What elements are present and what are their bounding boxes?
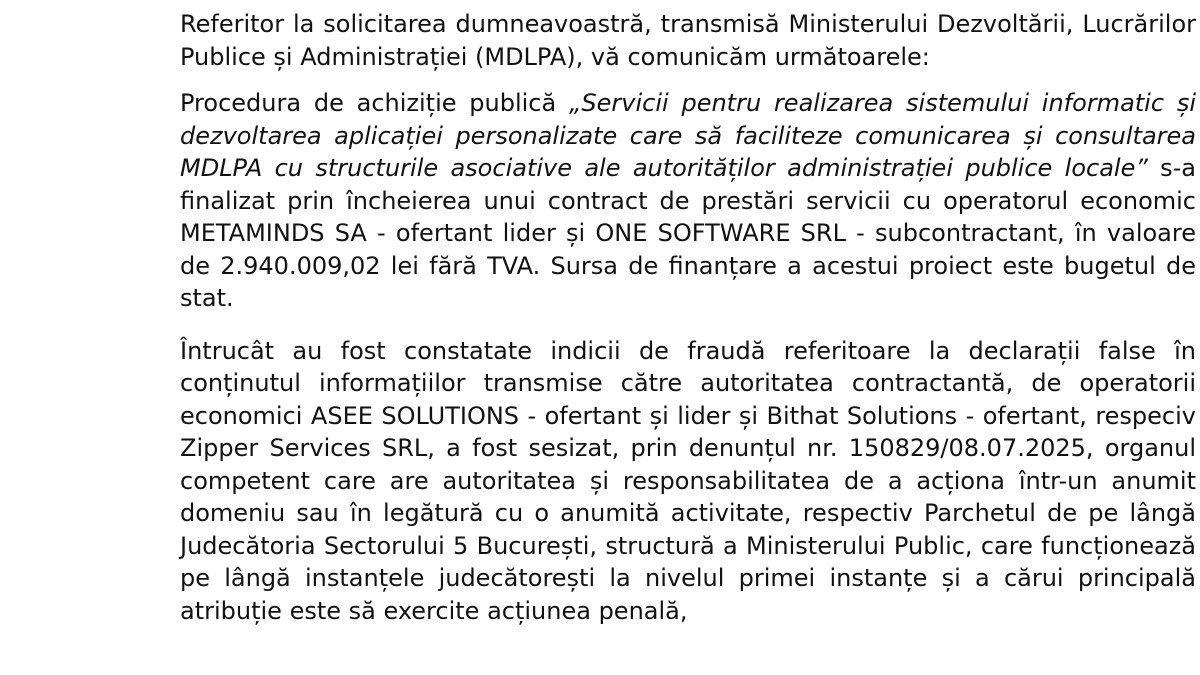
paragraph-contract-lead: Procedura de achiziție publică (180, 89, 569, 117)
paragraph-intro-text: Referitor la solicitarea dumneavoastră, transmisă Ministerului Dezvoltării, Lucrărilor Publice și Administrației (MDLPA), vă comunicăm următoarele: (180, 10, 1196, 71)
paragraph-fraud-text: Întrucât au fost constatate indicii de fraudă referitoare la declarații false în conținutul informațiilor transmise către autoritatea contractantă, de operatorii economici ASEE SOLUTIONS - ofertant și lider și Bithat Solutions - ofertant, respeciv Zipper Services SRL, a fost sesizat, prin denunțul nr. 150829/08.07.2025, organul competent care are autoritatea și responsabilitatea de a acționa într-un anumit domeniu sau în legătură cu o anumită activitate, respectiv Parchetul de pe lângă Judecătoria Sectorului 5 București, structură a Ministerului Public, care funcționează pe lângă instanțele judecătorești la nivelul primei instanțe și a cărui principală atribuție este să exercite acțiunea penală, (180, 336, 1196, 625)
document-body (180, 8, 1196, 627)
paragraph-intro (180, 8, 1196, 73)
paragraph-contract-rest: s-a finalizat prin încheierea unui contract de prestări servicii cu operatorul economic METAMINDS SA - ofertant lider și ONE SOFTWARE SRL - subcontractant, în valoare de 2.940.009,02 lei fără TVA. Sursa de finanțare a acestui proiect este bugetul de stat. (180, 154, 1197, 312)
procurement-title: „Servicii pentru realizarea sistemului informatic și dezvoltarea aplicației personalizate care să faciliteze comunicarea și consultarea MDLPA cu structurile asociative ale autorităților administrației publice locale” (180, 89, 1196, 182)
paragraph-fraud (180, 335, 1196, 628)
paragraph-contract (180, 87, 1196, 315)
